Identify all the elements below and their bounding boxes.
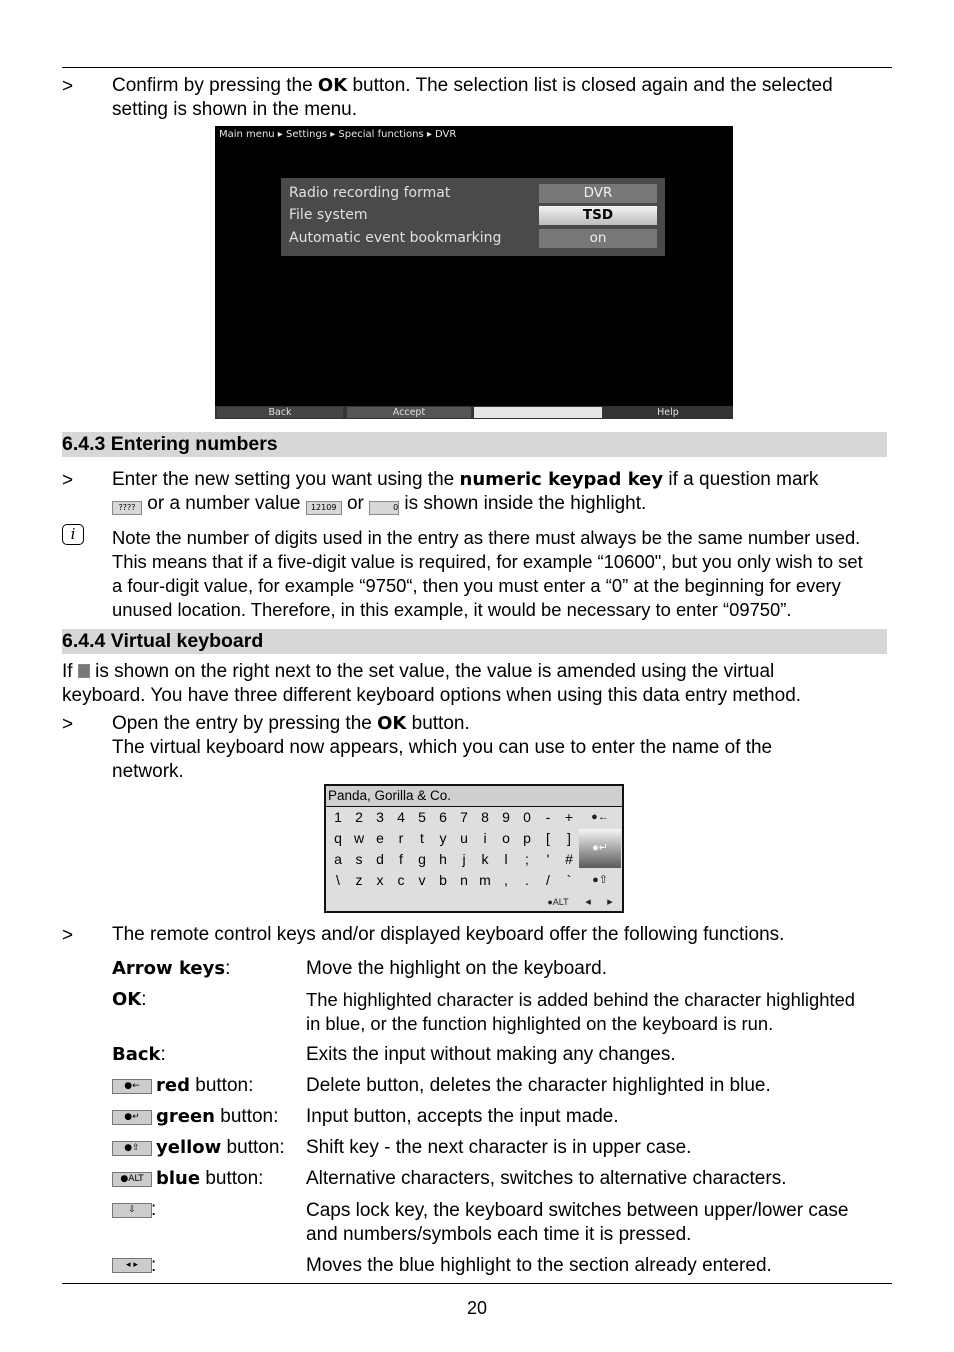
keyboard-key[interactable]: h [439, 851, 447, 867]
keyboard-key[interactable]: ] [567, 830, 571, 846]
step-enter-setting: Enter the new setting you want using the numeric keypad key if a question mark ???? or a number value 12109 or 0 is shown inside the highlight. [112, 469, 819, 514]
keyboard-input-field[interactable]: Panda, Gorilla & Co. [326, 786, 622, 806]
keyboard-key[interactable]: 2 [355, 809, 363, 825]
keyboard-key[interactable]: 8 [481, 809, 489, 825]
note-digits: Note the number of digits used in the entry as there must always be the same number used. This means that if a five-digit value is required, for example “10600", but you only wish to set a four-digit value, for example “9750“, then you must enter a “0” at the beginning for every unused location. Therefore, in this example, it would be necessary to enter “09750”. [112, 527, 863, 620]
keyboard-key[interactable]: f [399, 851, 403, 867]
keyboard-key[interactable]: y [439, 830, 447, 846]
keyboard-indicator-icon [78, 664, 90, 678]
func-desc-blue: Alternative characters, switches to alternative characters. [306, 1168, 787, 1189]
keyboard-key[interactable]: c [397, 872, 405, 888]
keyboard-key[interactable]: n [460, 872, 468, 888]
cursor-left-key[interactable]: ◂ [585, 896, 591, 908]
keyboard-key[interactable]: 7 [460, 809, 468, 825]
func-label-arrow: Arrow keys: [112, 958, 231, 979]
heading-6-4-3: 6.4.3 Entering numbers [62, 432, 887, 457]
keyboard-key[interactable]: - [545, 809, 551, 825]
func-desc-ok: The highlighted character is added behind the character highlighted in blue, or the function highlighted on the keyboard is run. [306, 989, 856, 1034]
func-label-red: red button: [156, 1075, 254, 1096]
keyboard-key[interactable]: 0 [523, 809, 531, 825]
func-label-cursor: : [151, 1255, 157, 1276]
keyboard-key[interactable]: b [439, 872, 447, 888]
enter-key[interactable]: ●↵ [579, 829, 621, 868]
func-label-back: Back: [112, 1044, 166, 1065]
row-label-radio: Radio recording format [289, 185, 451, 201]
row-value-radio[interactable]: DVR [539, 184, 657, 203]
func-desc-arrow: Move the highlight on the keyboard. [306, 958, 608, 979]
step-marker: > [62, 76, 74, 97]
number-value-icon: 12109 [306, 501, 342, 515]
zero-value-icon: 0 [369, 501, 399, 515]
func-label-yellow: yellow button: [156, 1137, 285, 1158]
keyboard-key[interactable]: o [502, 830, 510, 846]
row-value-bookmarking[interactable]: on [539, 229, 657, 248]
keyboard-key[interactable]: + [564, 809, 574, 825]
func-desc-cursor: Moves the blue highlight to the section already entered. [306, 1255, 772, 1276]
row-value-filesystem[interactable]: TSD [539, 206, 657, 225]
keyboard-key[interactable]: ; [525, 851, 529, 867]
keyboard-key[interactable]: q [334, 830, 342, 846]
keyboard-key[interactable]: w [353, 830, 365, 846]
alt-key[interactable]: ●ALT [547, 897, 569, 907]
breadcrumb: Main menu ▸ Settings ▸ Special functions ▸ DVR [219, 129, 457, 140]
page-number: 20 [466, 1298, 488, 1318]
caps-lock-icon: ⇩ [112, 1203, 152, 1218]
green-button-icon: ●↵ [112, 1110, 152, 1125]
red-button-icon: ●← [112, 1079, 152, 1094]
keyboard-key[interactable]: l [504, 851, 508, 867]
func-desc-red: Delete button, deletes the character highlighted in blue. [306, 1075, 771, 1096]
keyboard-key[interactable]: g [418, 851, 426, 867]
yellow-button-icon: ●⇧ [112, 1141, 152, 1156]
step-marker: > [62, 714, 74, 735]
info-icon: i [62, 524, 84, 545]
keyboard-key[interactable]: / [546, 872, 550, 888]
footer-help-button[interactable]: Help [605, 407, 731, 418]
keyboard-key[interactable]: 5 [418, 809, 426, 825]
func-label-capslock: : [151, 1199, 157, 1220]
keyboard-key[interactable]: 4 [397, 809, 405, 825]
keyboard-key[interactable]: t [420, 830, 424, 846]
step-marker: > [62, 470, 74, 491]
keyboard-key[interactable]: x [376, 872, 384, 888]
footer-accept-button[interactable]: Accept [347, 407, 471, 418]
top-rule [62, 67, 892, 68]
func-label-blue: blue button: [156, 1168, 264, 1189]
keyboard-key[interactable]: [ [546, 830, 550, 846]
step-marker: > [62, 925, 74, 946]
blue-alt-button-icon: ●ALT [112, 1172, 152, 1187]
step-open-entry: Open the entry by pressing the OK button. The virtual keyboard now appears, which you can use to enter the name of the network. [112, 713, 773, 782]
ok-key: OK [317, 75, 348, 96]
keyboard-key[interactable]: v [418, 872, 426, 888]
dvr-menu-screenshot [215, 126, 733, 419]
keyboard-key[interactable]: z [355, 872, 363, 888]
func-label-green: green button: [156, 1106, 279, 1127]
keyboard-key[interactable]: ' [546, 851, 550, 867]
keyboard-key[interactable]: ` [566, 872, 572, 888]
keyboard-key[interactable]: 9 [502, 809, 510, 825]
keyboard-key[interactable]: p [523, 830, 531, 846]
virtual-keyboard-screenshot [324, 784, 624, 913]
footer-blank-button[interactable] [474, 407, 602, 418]
keyboard-key[interactable]: 1 [334, 809, 342, 825]
shift-key[interactable]: ●⇧ [592, 874, 608, 886]
func-label-ok: OK: [112, 989, 147, 1010]
cursor-arrows-icon: ◂ ▸ [112, 1258, 152, 1273]
virtual-keyboard-intro: If is shown on the right next to the set value, the value is amended using the virtual keyboard. You have three different keyboard options when using this data entry method. [62, 661, 802, 706]
keyboard-key[interactable]: s [355, 851, 363, 867]
keyboard-key[interactable]: a [334, 851, 342, 867]
func-desc-capslock: Caps lock key, the keyboard switches between upper/lower case and numbers/symbols each time it is pressed. [306, 1200, 849, 1245]
keyboard-key[interactable]: i [483, 830, 487, 846]
keyboard-key[interactable]: m [479, 872, 491, 888]
dvr-settings-panel [281, 178, 665, 256]
keyboard-key[interactable]: , [504, 872, 508, 888]
keyboard-key[interactable]: j [462, 851, 466, 867]
keyboard-key[interactable]: e [376, 830, 384, 846]
keyboard-key[interactable]: u [460, 830, 468, 846]
question-mark-value-icon: ???? [112, 501, 142, 515]
keyboard-key[interactable]: # [565, 851, 573, 867]
func-desc-back: Exits the input without making any changes. [306, 1044, 676, 1065]
row-label-filesystem: File system [289, 207, 368, 223]
keyboard-key[interactable]: 6 [439, 809, 447, 825]
functions-intro: The remote control keys and/or displayed keyboard offer the following functions. [112, 924, 785, 945]
cursor-right-key[interactable]: ▸ [607, 896, 613, 908]
heading-6-4-4: 6.4.4 Virtual keyboard [62, 629, 887, 654]
keyboard-key-grid [326, 807, 622, 911]
step-confirm: Confirm by pressing the OK button. The selection list is closed again and the selected setting is shown in the menu. [112, 75, 833, 120]
keyboard-key[interactable]: r [398, 830, 404, 846]
footer-back-button[interactable]: Back [217, 407, 343, 418]
dvr-footer-bar [215, 406, 733, 419]
keyboard-key[interactable]: \ [336, 872, 340, 888]
delete-key[interactable]: ●← [591, 811, 609, 823]
func-desc-yellow: Shift key - the next character is in upper case. [306, 1137, 692, 1158]
keyboard-bottom-row [326, 893, 622, 911]
func-desc-green: Input button, accepts the input made. [306, 1106, 619, 1127]
row-label-bookmarking: Automatic event bookmarking [289, 230, 502, 246]
keyboard-key[interactable]: d [376, 851, 384, 867]
keyboard-key[interactable]: 3 [376, 809, 384, 825]
keyboard-key[interactable]: . [525, 872, 529, 888]
keyboard-key[interactable]: k [481, 851, 489, 867]
bottom-rule [62, 1283, 892, 1284]
